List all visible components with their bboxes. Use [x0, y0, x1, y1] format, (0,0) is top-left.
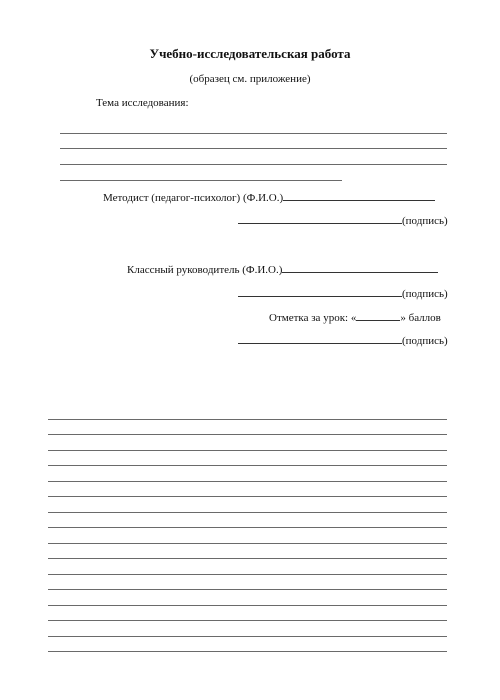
- topic-line[interactable]: [60, 164, 447, 165]
- writing-line[interactable]: [48, 605, 447, 606]
- class-teacher-signature-row: [238, 288, 448, 300]
- topic-line[interactable]: [60, 180, 342, 181]
- writing-line[interactable]: [48, 465, 447, 466]
- writing-line[interactable]: [48, 620, 447, 621]
- page-subtitle: (образец см. приложение): [189, 73, 311, 85]
- methodist-name-field[interactable]: [283, 199, 435, 201]
- writing-line[interactable]: [48, 574, 447, 575]
- grade-signature-row: [238, 335, 448, 347]
- writing-line[interactable]: [48, 527, 447, 528]
- writing-line[interactable]: [48, 558, 447, 559]
- grade-row: [269, 312, 441, 324]
- class-teacher-signature-field[interactable]: [238, 295, 402, 297]
- methodist-signature-field[interactable]: [238, 222, 402, 224]
- signature-label: (подпись): [402, 335, 448, 347]
- grade-prefix: Отметка за урок: «: [269, 312, 357, 324]
- signature-label: (подпись): [402, 288, 448, 300]
- writing-line[interactable]: [48, 543, 447, 544]
- writing-line[interactable]: [48, 512, 447, 513]
- grade-suffix: » баллов: [400, 312, 441, 324]
- class-teacher-row: [127, 264, 438, 276]
- methodist-signature-row: [238, 215, 448, 227]
- writing-line[interactable]: [48, 651, 447, 652]
- topic-line[interactable]: [60, 148, 447, 149]
- methodist-label: Методист (педагог-психолог) (Ф.И.О.): [103, 192, 284, 204]
- methodist-row: [103, 192, 435, 204]
- writing-line[interactable]: [48, 450, 447, 451]
- writing-line[interactable]: [48, 589, 447, 590]
- grade-signature-field[interactable]: [238, 342, 402, 344]
- writing-line[interactable]: [48, 481, 447, 482]
- page-title: Учебно-исследовательская работа: [149, 46, 351, 61]
- writing-line[interactable]: [48, 636, 447, 637]
- topic-label: Тема исследования:: [96, 97, 189, 109]
- writing-line[interactable]: [48, 434, 447, 435]
- writing-line[interactable]: [48, 496, 447, 497]
- class-teacher-label: Классный руководитель (Ф.И.О.): [127, 264, 283, 276]
- grade-field[interactable]: [356, 319, 400, 321]
- class-teacher-name-field[interactable]: [282, 271, 438, 273]
- signature-label: (подпись): [402, 215, 448, 227]
- topic-line[interactable]: [60, 133, 447, 134]
- writing-line[interactable]: [48, 419, 447, 420]
